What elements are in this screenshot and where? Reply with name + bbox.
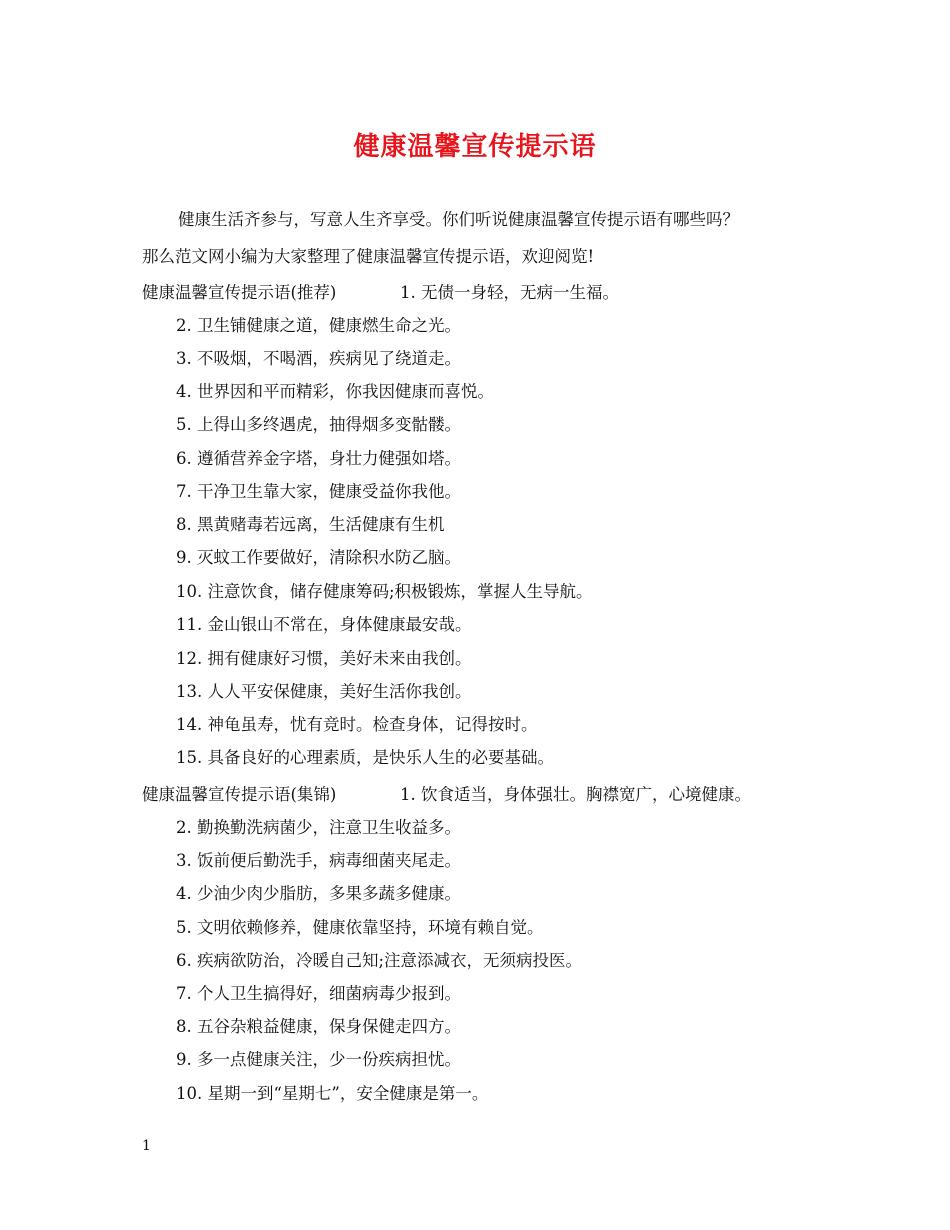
list-item: 5. 文明依赖修养，健康依靠坚持，环境有赖自觉。	[176, 918, 544, 937]
list-item: 4. 世界因和平而精彩，你我因健康而喜悦。	[176, 382, 494, 401]
list-item: 11. 金山银山不常在，身体健康最安哉。	[176, 615, 472, 634]
list-item: 10. 星期一到“星期七”，安全健康是第一。	[176, 1084, 489, 1103]
list-item: 1. 无债一身轻，无病一生福。	[400, 283, 619, 302]
list-item: 4. 少油少肉少脂肪，多果多蔬多健康。	[176, 884, 461, 903]
section-heading-collection	[142, 783, 751, 807]
list-item: 7. 个人卫生搞得好，细菌病毒少报到。	[176, 984, 461, 1003]
section-heading-label: 健康温馨宣传提示语(推荐)	[142, 283, 337, 302]
list-item: 7. 干净卫生靠大家，健康受益你我他。	[176, 482, 461, 501]
list-item: 12. 拥有健康好习惯，美好未来由我创。	[176, 649, 472, 668]
list-item: 3. 饭前便后勤洗手，病毒细菌夹尾走。	[176, 851, 461, 870]
list-item: 15. 具备良好的心理素质，是快乐人生的必要基础。	[176, 748, 554, 767]
list-item: 8. 五谷杂粮益健康，保身保健走四方。	[176, 1017, 461, 1036]
list-item: 5. 上得山多终遇虎，抽得烟多变骷髅。	[176, 415, 461, 434]
section-heading-label: 健康温馨宣传提示语(集锦)	[142, 785, 337, 804]
list-item: 13. 人人平安保健康，美好生活你我创。	[176, 682, 472, 701]
list-item: 14. 神龟虽寿，忧有竞时。检查身体，记得按时。	[176, 715, 538, 734]
list-item: 8. 黑黄赌毒若远离，生活健康有生机	[176, 515, 445, 534]
list-item: 2. 勤换勤洗病菌少，注意卫生收益多。	[176, 818, 461, 837]
section-heading-recommended	[142, 281, 619, 305]
list-item: 3. 不吸烟，不喝酒，疾病见了绕道走。	[176, 349, 461, 368]
list-item: 9. 灭蚊工作要做好，清除积水防乙脑。	[176, 548, 461, 567]
page-title: 健康温馨宣传提示语	[353, 132, 597, 162]
page-number: 1	[142, 1138, 151, 1154]
list-item: 2. 卫生铺健康之道，健康燃生命之光。	[176, 316, 461, 335]
list-item: 1. 饮食适当，身体强壮。胸襟宽广，心境健康。	[400, 785, 751, 804]
list-item: 6. 疾病欲防治，冷暖自己知;注意添减衣，无须病投医。	[176, 951, 583, 970]
list-item: 9. 多一点健康关注，少一份疾病担忧。	[176, 1050, 461, 1069]
list-item: 6. 遵循营养金字塔，身壮力健强如塔。	[176, 449, 461, 468]
intro-paragraph-line-2: 那么范文网小编为大家整理了健康温馨宣传提示语，欢迎阅览!	[142, 247, 595, 266]
list-item: 10. 注意饮食，储存健康筹码;积极锻炼，掌握人生导航。	[176, 582, 593, 601]
intro-paragraph-line-1: 健康生活齐参与，写意人生齐享受。你们听说健康温馨宣传提示语有哪些吗？	[178, 210, 739, 229]
